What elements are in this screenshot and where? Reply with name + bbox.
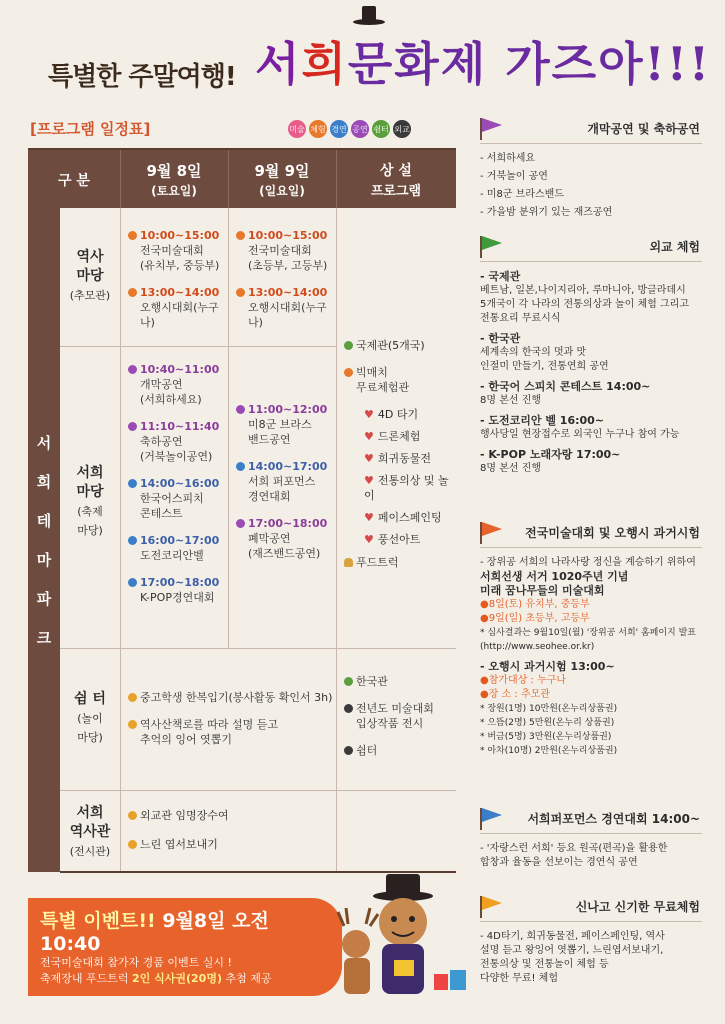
item-desc: 경연대회 — [248, 490, 291, 503]
schedule-item — [344, 743, 456, 758]
item-text: - '자랑스런 서희' 등요 원곡(편곡)을 활용한 — [480, 843, 668, 854]
item-text: - 장위공 서희의 나라사랑 정신을 계승하기 위하여 — [480, 557, 696, 568]
section-free-experience — [480, 896, 702, 986]
item-time: 14:00~16:00 — [140, 477, 220, 490]
event-line-1: 전국미술대회 참가자 경품 이벤트 실시 ! — [40, 956, 232, 969]
title-char-1: 서 — [255, 37, 302, 91]
rest-area-permanent — [344, 674, 456, 770]
purple-flag-icon — [480, 118, 504, 140]
item-time: 10:00~15:00 — [248, 229, 328, 242]
header-permanent-a: 상 설 — [380, 163, 412, 179]
section-performance-contest — [480, 808, 702, 870]
section-art-contest — [480, 522, 702, 758]
item-text: - 4D타기, 희귀동물전, 페이스페인팅, 역사 — [480, 931, 665, 942]
sidebar-char: 마 — [36, 551, 52, 569]
section-title: 외교 체험 — [649, 240, 700, 254]
special-event-banner — [28, 898, 342, 996]
item-desc: 4D 타기 — [377, 408, 419, 421]
item-desc: 외교관 임명장수여 — [140, 809, 229, 822]
item-text: 베트남, 일본,나이지리아, 루마니아, 방글라데시 — [480, 285, 686, 296]
category-dot-icon — [128, 422, 137, 431]
item-text: 5개국이 각 나라의 전통의상과 놀이 체험 그리고 — [480, 299, 689, 310]
item-desc: 전년도 미술대회 — [356, 702, 434, 715]
seohee-yard-day2 — [236, 402, 336, 573]
item-desc: 입상작품 전시 — [356, 717, 424, 730]
schedule-item — [128, 690, 334, 705]
category-dot-icon — [236, 288, 245, 297]
category-dot-icon — [344, 746, 353, 755]
list-item: - 미8군 브라스밴드 — [480, 189, 564, 200]
item-desc: 추억의 잉어 엿뽑기 — [140, 733, 233, 746]
festival-title — [255, 28, 711, 94]
schedule-item — [128, 533, 228, 563]
permanent-programs — [344, 338, 456, 582]
schedule-item — [128, 476, 228, 521]
prize-item: * 버금(5명) 3만원(온누리상품권) — [480, 732, 612, 742]
mascot-characters-illustration — [334, 864, 474, 1004]
item-text: ●8일(토) 유치부, 중등부 — [480, 599, 590, 610]
item-desc: 페이스페인팅 — [377, 511, 442, 524]
category-dot-icon — [236, 231, 245, 240]
header-permanent-b: 프로그램 — [370, 184, 422, 199]
legend-3: 공연 — [351, 120, 369, 138]
item-desc: 미8군 브라스 — [248, 418, 312, 431]
schedule-item — [128, 419, 228, 464]
history-yard-day2 — [236, 228, 336, 342]
header-day2-weekday: (일요일) — [259, 184, 305, 198]
category-dot-icon — [128, 811, 137, 820]
item-golden-bell: - 도전코리안 벨 16:00~ — [480, 414, 605, 427]
sidebar-char: 희 — [36, 473, 52, 491]
item-text: 다양한 무료! 체험 — [480, 973, 558, 984]
section-diplomacy-experience — [480, 236, 702, 476]
category-dot-icon — [128, 840, 137, 849]
item-time: 10:40~11:00 — [140, 363, 220, 376]
schedule-item — [236, 402, 336, 447]
green-flag-icon — [480, 236, 504, 258]
item-intl-hall: - 국제관 — [480, 270, 521, 283]
item-speech-contest: - 한국어 스피치 콘테스트 14:00~ — [480, 380, 651, 393]
item-time: 13:00~14:00 — [140, 286, 220, 299]
event-line-2c: 추첨 제공 — [222, 972, 272, 985]
item-desc: 도전코리안벨 — [140, 549, 204, 562]
item-time: 11:10~11:40 — [140, 420, 220, 433]
item-text: 세계속의 한국의 멋과 맛 — [480, 347, 587, 358]
item-time: 17:00~18:00 — [248, 517, 328, 530]
list-item: - 거북놀이 공연 — [480, 171, 548, 182]
list-item — [364, 429, 456, 444]
item-time: 16:00~17:00 — [140, 534, 220, 547]
item-text: 전통의상 및 전통놀이 체험 등 — [480, 959, 609, 970]
item-time: 14:00~17:00 — [248, 460, 328, 473]
category-dot-icon — [128, 693, 137, 702]
schedule-item — [128, 285, 228, 330]
seohee-yard-day1 — [128, 362, 228, 617]
item-text: 8명 본선 진행 — [480, 395, 542, 406]
category-dot-icon — [128, 479, 137, 488]
zone-history-yard: 역사 마당 (추모관) — [69, 249, 111, 302]
free-experience-list — [344, 407, 456, 547]
item-desc: 드론체험 — [377, 430, 421, 443]
section-title: 개막공연 및 축하공연 — [587, 122, 700, 136]
orange-flag-icon — [480, 522, 504, 544]
schedule-item — [128, 575, 228, 605]
category-dot-icon — [236, 405, 245, 414]
program-title: [프로그램 일정표] — [30, 120, 151, 138]
schedule-item — [128, 808, 334, 823]
yellow-flag-icon — [480, 896, 504, 918]
item-desc: 오행시대회(누구나) — [140, 301, 219, 329]
item-time: 11:00~12:00 — [248, 403, 328, 416]
legend-2: 경연 — [330, 120, 348, 138]
item-desc: 개막공연 — [140, 378, 183, 391]
event-line-2a: 축제장내 푸드트럭 — [40, 972, 133, 985]
item-desc: 한국관 — [356, 675, 388, 688]
item-desc: 역사산책로를 따라 설명 듣고 — [140, 718, 279, 731]
event-title: 특별 이벤트!! — [40, 910, 156, 932]
prize-item: * 장원(1명) 10만원(온누리상품권) — [480, 704, 618, 714]
section-title: 전국미술대회 및 오행시 과거시험 — [525, 526, 700, 540]
title-char-2: 희 — [301, 37, 348, 91]
item-desc: 국제관(5개국) — [356, 339, 425, 352]
item-desc: 푸드트럭 — [356, 556, 399, 569]
schedule-item — [128, 362, 228, 407]
item-desc: (유치부, 중등부) — [140, 259, 220, 272]
item-desc: 축하공연 — [140, 435, 183, 448]
list-item: - 가을밤 분위기 있는 재즈공연 — [480, 207, 613, 218]
bigmatch-item — [344, 365, 456, 395]
header-subtitle: 특별한 주말여행! — [48, 62, 236, 92]
item-text: 설명 듣고 왕잉어 엿뽑기, 느린엽서보내기, — [480, 945, 664, 956]
schedule-item — [344, 701, 456, 731]
item-desc: 희귀동물전 — [377, 452, 432, 465]
item-desc: 오행시대회(누구나) — [248, 301, 327, 329]
heart-icon: ♥ — [364, 474, 374, 487]
heart-icon: ♥ — [364, 511, 374, 524]
event-line-2b: 2인 식사권(20명) — [132, 972, 222, 985]
prize-item: * 아차(10명) 2만원(온누리상품권) — [480, 746, 618, 756]
header-day1-date: 9월 8일 — [146, 162, 202, 180]
sidebar-char: 크 — [36, 629, 52, 647]
item-desc: 풍선아트 — [377, 533, 421, 546]
prize-item: * 으뜸(2명) 5만원(온누리 상품권) — [480, 718, 615, 728]
item-text: 미래 꿈나무들의 미술대회 — [480, 584, 605, 597]
section-title: 서희퍼포먼스 경연대회 14:00~ — [527, 812, 700, 826]
category-dot-icon — [344, 677, 353, 686]
item-desc: 쉼터 — [356, 744, 378, 757]
category-dot-icon — [128, 578, 137, 587]
item-text: ●참가대상 : 누구나 — [480, 675, 567, 686]
item-desc: (거북놀이공연) — [140, 450, 213, 463]
item-desc: (서희하세요) — [140, 393, 202, 406]
header-day1-weekday: (토요일) — [151, 184, 197, 198]
sidebar-char: 서 — [36, 434, 52, 452]
schedule-item — [236, 228, 336, 273]
event-time: 9월8일 오전 10:40 — [40, 910, 269, 955]
item-text: 서희선생 서거 1020주년 기념 — [480, 570, 629, 583]
schedule-item — [236, 459, 336, 504]
category-dot-icon — [344, 368, 353, 377]
item-time: 13:00~14:00 — [248, 286, 328, 299]
schedule-item — [128, 837, 334, 852]
sidebar-char: 파 — [36, 590, 52, 608]
item-text: 인절미 만들기, 전통연희 공연 — [480, 361, 609, 372]
category-dot-icon — [128, 288, 137, 297]
history-yard-day1 — [128, 228, 228, 342]
list-item — [364, 407, 456, 422]
item-text: 전통요리 무료시식 — [480, 313, 561, 324]
history-hall-events — [128, 808, 334, 866]
legend-1: 체험 — [309, 120, 327, 138]
homepage-url: (http://www.seohee.or.kr) — [480, 642, 595, 652]
sidebar-char: 테 — [36, 512, 52, 530]
item-time: 17:00~18:00 — [140, 576, 220, 589]
list-item — [364, 510, 456, 525]
zone-rest-area: 쉼 터 (놀이 마당) — [74, 691, 106, 744]
item-text: 합창과 율동을 선보이는 경연식 공연 — [480, 857, 638, 868]
list-item: - 서희하세요 — [480, 153, 536, 164]
food-truck-item — [344, 555, 456, 570]
category-dot-icon — [236, 519, 245, 528]
item-poem-exam: - 오행시 과거시험 13:00~ — [480, 660, 615, 673]
table-header — [28, 150, 456, 208]
blue-flag-icon — [480, 808, 504, 830]
seohee-theme-park-label — [28, 208, 60, 872]
intl-hall-item — [344, 338, 456, 353]
item-desc: 전국미술대회 — [140, 244, 204, 257]
category-dot-icon — [128, 720, 137, 729]
item-text: ●장 소 : 추모관 — [480, 689, 550, 700]
item-desc: 서희 퍼포먼스 — [248, 475, 316, 488]
title-rest: 문화제 가즈아!!! — [347, 37, 712, 91]
heart-icon: ♥ — [364, 430, 374, 443]
item-desc: 느린 엽서보내기 — [140, 838, 218, 851]
legend — [288, 120, 411, 138]
hat-icon — [352, 4, 386, 26]
legend-4: 쉼터 — [372, 120, 390, 138]
header-day2-date: 9월 9일 — [254, 162, 310, 180]
category-dot-icon — [344, 704, 353, 713]
item-desc: 밴드공연 — [248, 433, 291, 446]
item-desc: 콘테스트 — [140, 507, 183, 520]
heart-icon: ♥ — [364, 533, 374, 546]
item-desc: 한국어스피치 — [140, 492, 204, 505]
schedule-item — [236, 285, 336, 330]
item-desc: (초등부, 고등부) — [248, 259, 328, 272]
section-opening-performances — [480, 118, 702, 224]
schedule-item — [128, 228, 228, 273]
header-gubun: 구 분 — [58, 173, 90, 189]
item-desc: 무료체험관 — [356, 381, 410, 394]
category-dot-icon — [128, 365, 137, 374]
item-text: ●9일(일) 초등부, 고등부 — [480, 613, 590, 624]
list-item — [364, 532, 456, 547]
zone-seohee-yard: 서희 마당 (축제 마당) — [76, 465, 104, 537]
item-desc: (재즈밴드공연) — [248, 547, 321, 560]
category-dot-icon — [236, 462, 245, 471]
item-desc: 전통의상 및 놀이 — [364, 474, 449, 502]
schedule-table — [28, 148, 456, 870]
item-note: * 심사결과는 9월10일(월) '장위공 서희' 홈페이지 발표 — [480, 628, 697, 638]
item-text: 8명 본선 진행 — [480, 463, 542, 474]
list-item — [364, 473, 456, 503]
legend-5: 외교 — [393, 120, 411, 138]
rest-area-events — [128, 690, 334, 759]
item-desc: 빅매치 — [356, 366, 388, 379]
zone-history-hall: 서희 역사관 (전시관) — [69, 805, 111, 858]
item-desc: 중고학생 한복입기(봉사활동 확인서 3h) — [140, 691, 333, 704]
burger-icon — [344, 558, 353, 567]
item-desc: K-POP경연대회 — [140, 591, 215, 604]
schedule-item — [236, 516, 336, 561]
legend-0: 미술 — [288, 120, 306, 138]
schedule-item — [128, 717, 334, 747]
schedule-item — [344, 674, 456, 689]
item-desc: 폐막공연 — [248, 532, 291, 545]
heart-icon: ♥ — [364, 408, 374, 421]
category-dot-icon — [128, 536, 137, 545]
category-dot-icon — [344, 341, 353, 350]
item-kpop: - K-POP 노래자랑 17:00~ — [480, 448, 621, 461]
category-dot-icon — [128, 231, 137, 240]
heart-icon: ♥ — [364, 452, 374, 465]
item-time: 10:00~15:00 — [140, 229, 220, 242]
item-korea-hall: - 한국관 — [480, 332, 521, 345]
item-desc: 전국미술대회 — [248, 244, 312, 257]
item-text: 행사당일 현장접수로 외국인 누구나 참여 가능 — [480, 429, 680, 440]
list-item — [364, 451, 456, 466]
section-title: 신나고 신기한 무료체험 — [575, 900, 700, 914]
